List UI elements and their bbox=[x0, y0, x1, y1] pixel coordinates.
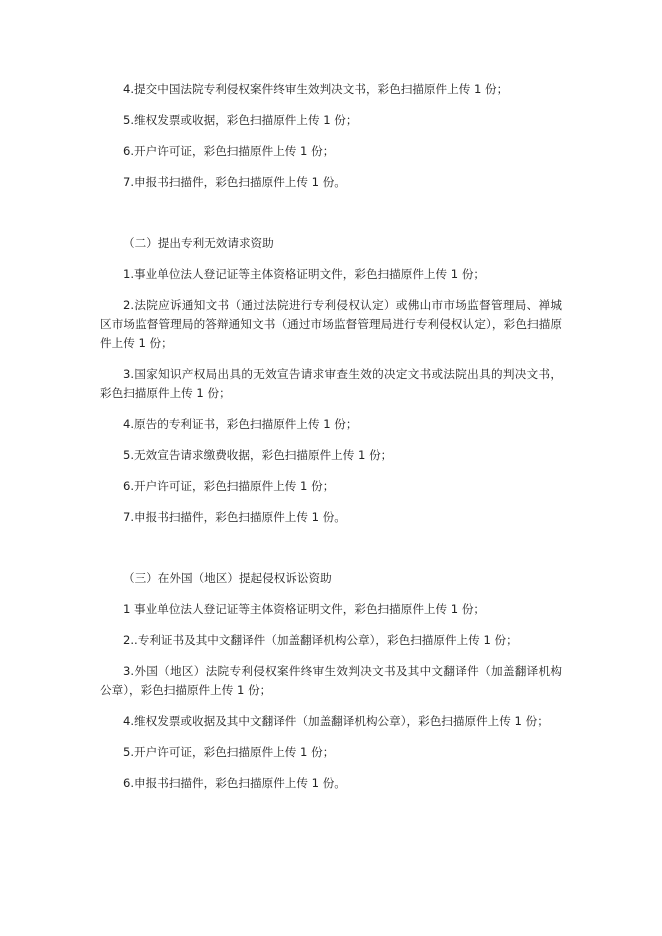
section-heading: （二）提出专利无效请求资助 bbox=[123, 236, 274, 250]
list-item: 4.维权发票或收据及其中文翻译件（加盖翻译机构公章），彩色扫描原件上传 1 份； bbox=[123, 714, 549, 728]
list-item: 4.提交中国法院专利侵权案件终审生效判决文书，彩色扫描原件上传 1 份； bbox=[123, 82, 509, 96]
document-page bbox=[100, 80, 562, 805]
list-item: 6.申报书扫描件，彩色扫描原件上传 1 份。 bbox=[123, 776, 346, 790]
list-item: 7.申报书扫描件，彩色扫描原件上传 1 份。 bbox=[123, 175, 346, 189]
list-item: 6.开户许可证，彩色扫描原件上传 1 份； bbox=[123, 144, 335, 158]
list-item: 1 事业单位法人登记证等主体资格证明文件，彩色扫描原件上传 1 份； bbox=[123, 602, 486, 616]
list-item: 3.外国（地区）法院专利侵权案件终审生效判决文书及其中文翻译件（加盖翻译机构公章），彩色扫描原件上传 1 份； bbox=[100, 664, 562, 697]
list-item: 6.开户许可证，彩色扫描原件上传 1 份； bbox=[123, 479, 335, 493]
list-item: 5.无效宣告请求缴费收据，彩色扫描原件上传 1 份； bbox=[123, 448, 393, 462]
list-item: 4.原告的专利证书，彩色扫描原件上传 1 份； bbox=[123, 417, 358, 431]
list-item: 3.国家知识产权局出具的无效宣告请求审查生效的决定文书或法院出具的判决文书，彩色扫描原件上传 1 份； bbox=[100, 367, 562, 400]
section-heading: （三）在外国（地区）提起侵权诉讼资助 bbox=[123, 571, 332, 585]
list-item: 5.开户许可证，彩色扫描原件上传 1 份； bbox=[123, 745, 335, 759]
list-item: 2..专利证书及其中文翻译件（加盖翻译机构公章），彩色扫描原件上传 1 份； bbox=[123, 633, 518, 647]
list-item: 5.维权发票或收据，彩色扫描原件上传 1 份； bbox=[123, 113, 358, 127]
list-item: 2.法院应诉通知文书（通过法院进行专利侵权认定）或佛山市市场监督管理局、禅城区市场监督管理局的答辩通知文书（通过市场监督管理局进行专利侵权认定），彩色扫描原件上传 1 份； bbox=[100, 298, 562, 350]
list-item: 7.申报书扫描件，彩色扫描原件上传 1 份。 bbox=[123, 510, 346, 524]
list-item: 1.事业单位法人登记证等主体资格证明文件，彩色扫描原件上传 1 份； bbox=[123, 267, 486, 281]
